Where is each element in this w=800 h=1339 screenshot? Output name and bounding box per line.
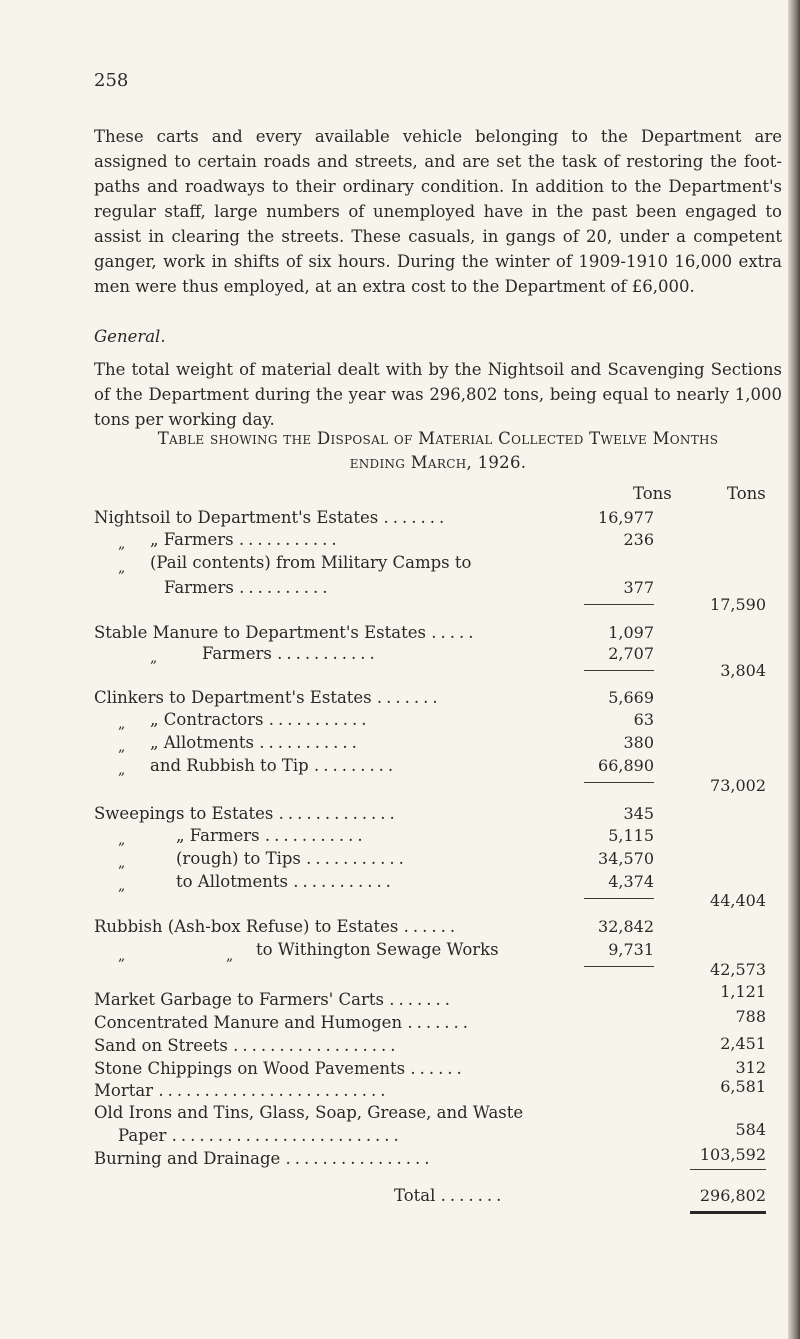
ditto-mark: „ [118,536,126,552]
table-row: Rubbish (Ash-box Refuse) to Estates ...... [94,917,460,936]
ditto-mark: „ [150,650,158,666]
table-cell: 377 [623,578,654,597]
ditto-mark: „ [226,948,234,964]
table-title-line2: ending March, 1926. [349,453,527,472]
table-cell: 584 [735,1120,766,1139]
ditto-mark: „ [118,762,126,778]
table-row: Burning and Drainage ................ [94,1149,434,1168]
table-cell: 5,115 [608,826,654,845]
ditto-mark: „ [118,878,126,894]
table-row: „ Allotments ........... [150,733,361,752]
table-cell: 9,731 [608,940,654,959]
table-cell: 2,707 [608,644,654,663]
subtotal-rule [584,898,654,899]
table-row: Farmers .......... [164,578,332,597]
table-cell: 4,374 [608,872,654,891]
table-cell: 63 [633,710,654,729]
table-cell: 2,451 [720,1034,766,1053]
total-row: Total ....... [394,1186,506,1205]
general-heading: General. [94,327,166,346]
table-row: to Withington Sewage Works [256,940,499,959]
ditto-mark: „ [118,948,126,964]
table-row: Paper ......................... [118,1126,403,1145]
table-cell: 103,592 [699,1145,766,1164]
table-title [94,427,782,475]
ditto-mark: „ [118,739,126,755]
ditto-mark: „ [118,855,126,871]
table-row: Sweepings to Estates ............. [94,804,399,823]
table-cell: 312 [735,1058,766,1077]
subtotal: 42,573 [710,960,766,979]
table-cell: 788 [735,1007,766,1026]
paragraph-total-weight: The total weight of material dealt with by the Nightsoil and Scavenging Sections of the Department during the year was 296,802 tons, being equal to nearly 1,000 tons per working day. [94,360,782,429]
subtotal: 17,590 [710,595,766,614]
page-edge [788,0,800,1339]
table-cell: 32,842 [598,917,654,936]
table-row: and Rubbish to Tip ......... [150,756,398,775]
table-row: „ Farmers ........... [150,530,341,549]
table-cell: 1,097 [608,623,654,642]
total-rule [690,1169,766,1170]
subtotal: 44,404 [710,891,766,910]
table-row: (Pail contents) from Military Camps to [150,553,472,572]
paragraph-carts: These carts and every available vehicle belonging to the Department are assigned to certain roads and streets, and are set the task of restoring the foot-paths and roadways to their ordinary condition. In addition to the Department's regular staff, large numbers of unemployed have in the past been engaged to assist in clearing the streets. These casuals, in gangs of 20, under a competent ganger, work in shifts of six hours. During the winter of 1909-1910 16,000 extra men were thus employed, at an extra cost to the Department of £6,000. [94,127,782,296]
table-cell: 66,890 [598,756,654,775]
total-value: 296,802 [699,1186,766,1205]
table-row: Clinkers to Department's Estates ....... [94,688,442,707]
subtotal-rule [584,604,654,605]
table-row: to Allotments ........... [176,872,395,891]
table-row: Sand on Streets .................. [94,1036,400,1055]
ditto-mark: „ [118,832,126,848]
table-cell: 6,581 [720,1077,766,1096]
ditto-mark: „ [118,560,126,576]
table-cell: 34,570 [598,849,654,868]
table-title-line1: Table showing the Disposal of Material Collected Twelve Months [157,429,719,448]
table-cell: 1,121 [720,982,766,1001]
table-row: Mortar ......................... [94,1081,390,1100]
table-row: Stone Chippings on Wood Pavements ...... [94,1059,466,1078]
table-row: (rough) to Tips ........... [176,849,408,868]
subtotal-rule [584,782,654,783]
table-row: „ Farmers ........... [176,826,367,845]
table-row: Stable Manure to Department's Estates ..... [94,623,478,642]
table-cell: 236 [623,530,654,549]
table-row: Nightsoil to Department's Estates ....... [94,508,449,527]
table-cell: 16,977 [598,508,654,527]
subtotal-rule [584,966,654,967]
total-double-rule [690,1211,766,1214]
subtotal: 3,804 [720,661,766,680]
column-header-tons-2: Tons [727,484,766,503]
page-number: 258 [94,70,129,91]
table-cell: 345 [623,804,654,823]
table-cell: 5,669 [608,688,654,707]
subtotal: 73,002 [710,776,766,795]
subtotal-rule [584,670,654,671]
ditto-mark: „ [118,716,126,732]
table-row: Old Irons and Tins, Glass, Soap, Grease, and Waste [94,1103,524,1122]
table-cell: 380 [623,733,654,752]
table-row: „ Contractors ........... [150,710,371,729]
table-row: Concentrated Manure and Humogen ....... [94,1013,473,1032]
column-header-tons-1: Tons [633,484,672,503]
table-row: Farmers ........... [202,644,379,663]
table-row: Market Garbage to Farmers' Carts ....... [94,990,454,1009]
